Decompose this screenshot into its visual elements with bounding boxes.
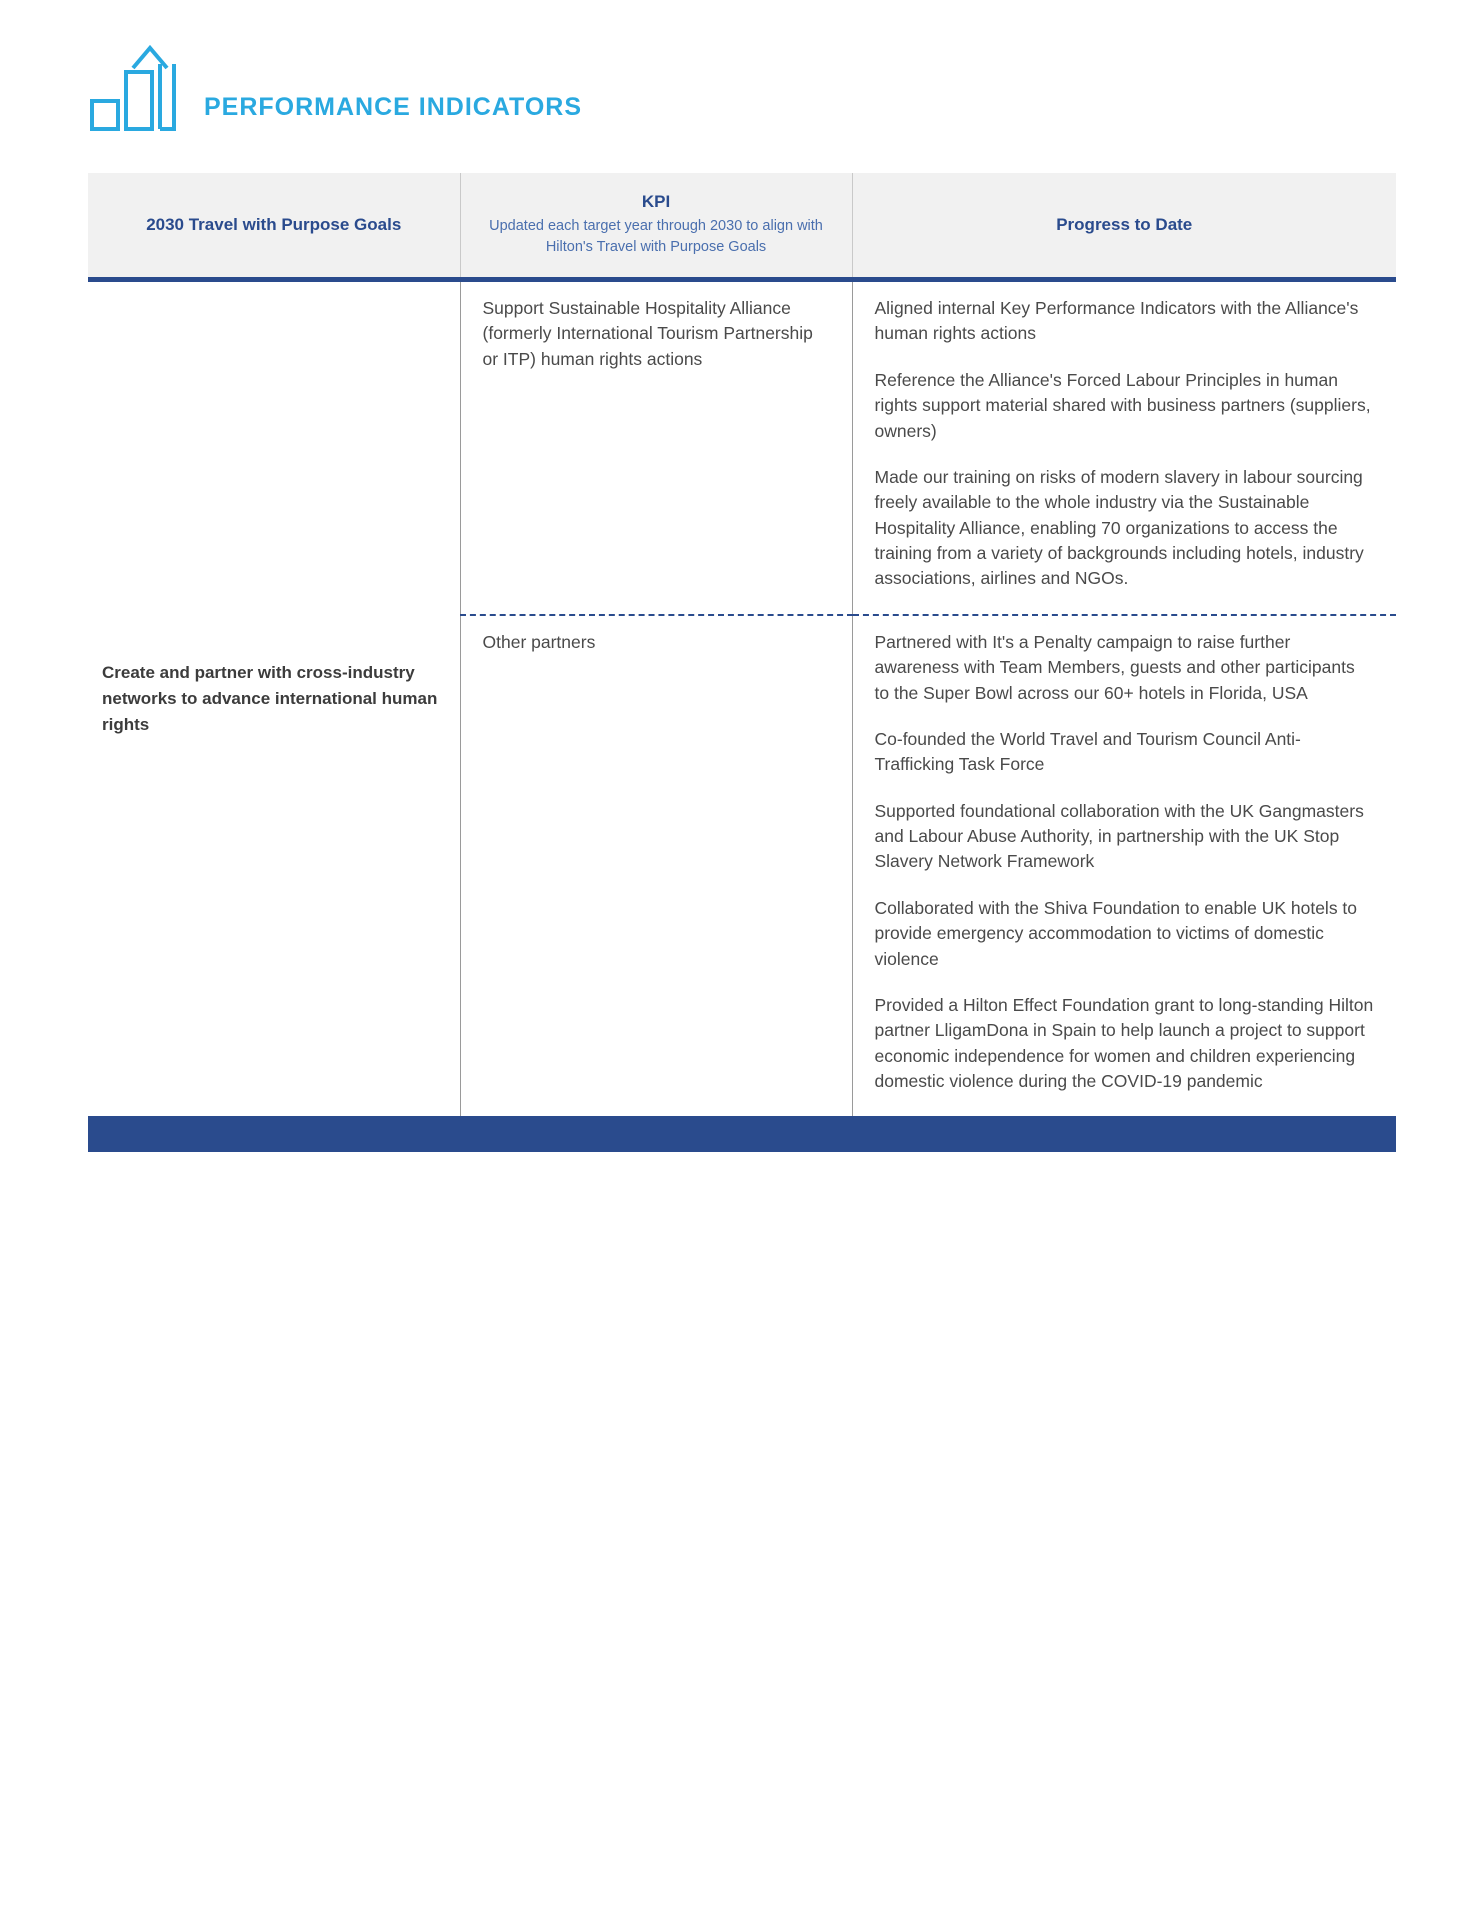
column-header-goals <box>88 173 460 277</box>
progress-paragraph: Aligned internal Key Performance Indicators with the Alliance's human rights actions <box>874 298 1359 344</box>
column-header-progress-title: Progress to Date <box>1056 215 1193 234</box>
column-header-goals-title: 2030 Travel with Purpose Goals <box>146 215 402 234</box>
progress-paragraph: Partnered with It's a Penalty campaign to raise further awareness with Team Members, guests and other participants to the Super Bowl across our 60+ hotels in Florida, USA <box>874 631 1355 703</box>
column-header-kpi-subtitle: Updated each target year through 2030 to align with Hilton's Travel with Purpose Goals <box>489 217 823 255</box>
performance-indicators-table <box>88 173 1396 1152</box>
bar-chart-arrow-icon <box>88 44 180 134</box>
column-header-kpi <box>460 173 852 277</box>
progress-paragraph: Co-founded the World Travel and Tourism Council Anti-Trafficking Task Force <box>874 728 1301 775</box>
table-footer-rule-row <box>88 1116 1396 1152</box>
kpi-cell: Other partners <box>460 615 852 1117</box>
progress-paragraph: Supported foundational collaboration with the UK Gangmasters and Labour Abuse Authority, in partnership with the UK Stop Slavery Network Framework <box>874 800 1364 872</box>
column-header-progress <box>852 173 1396 277</box>
progress-paragraph: Made our training on risks of modern slavery in labour sourcing freely available to the whole industry via the Sustainable Hospitality Alliance, enabling 70 organizations to access the training from a variety of backgrounds including hotels, industry associations, airlines and NGOs. <box>874 466 1364 589</box>
goal-cell: Create and partner with cross-industry networks to advance international human rights <box>88 282 460 1116</box>
progress-cell <box>852 282 1396 615</box>
kpi-cell: Support Sustainable Hospitality Alliance (formerly International Tourism Partnership or ITP) human rights actions <box>460 282 852 615</box>
column-header-kpi-title: KPI <box>641 191 671 211</box>
progress-paragraph: Reference the Alliance's Forced Labour Principles in human rights support material shared with business partners (suppliers, owners) <box>874 369 1371 441</box>
table-header-row <box>88 173 1396 277</box>
page-header <box>88 44 582 134</box>
progress-paragraph: Collaborated with the Shiva Foundation to enable UK hotels to provide emergency accommodation to victims of domestic violence <box>874 897 1358 969</box>
progress-paragraph: Provided a Hilton Effect Foundation grant to long-standing Hilton partner LligamDona in Spain to help launch a project to support economic independence for women and children experiencing domestic violence during the COVID-19 pandemic <box>874 994 1374 1091</box>
table-bottom-rule <box>88 1116 1396 1152</box>
table-row <box>88 282 1396 615</box>
page-title: PERFORMANCE INDICATORS <box>204 93 583 121</box>
progress-cell <box>852 615 1396 1117</box>
